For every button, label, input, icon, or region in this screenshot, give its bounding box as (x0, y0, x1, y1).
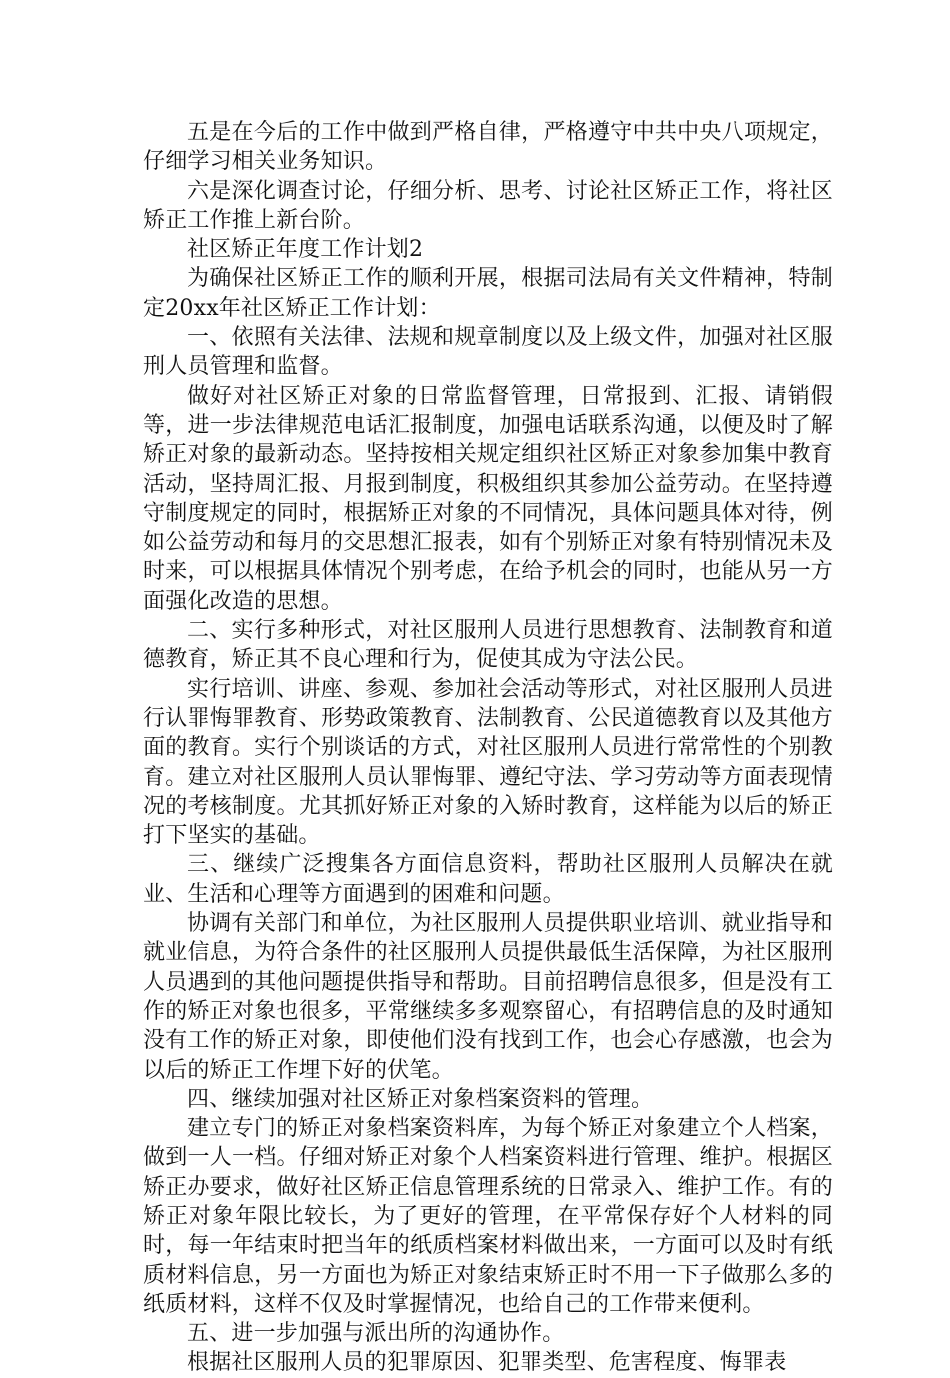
document-page (143, 118, 833, 1378)
section-title: 社区矫正年度工作计划2 (187, 237, 424, 263)
heading-item-2: 二、实行多种形式，对社区服刑人员进行思想教育、法制教育和道德教育，矫正其不良心理和行为，促使其成为守法公民。 (143, 618, 833, 673)
heading-item-1: 一、依照有关法律、法规和规章制度以及上级文件，加强对社区服刑人员管理和监督。 (143, 325, 833, 380)
heading-item-4: 四、继续加强对社区矫正对象档案资料的管理。 (187, 1086, 654, 1112)
paragraph: 协调有关部门和单位，为社区服刑人员提供职业培训、就业指导和就业信息，为符合条件的社区服刑人员提供最低生活保障，为社区服刑人员遇到的其他问题提供指导和帮助。目前招聘信息很多，但是没有工作的矫正对象也很多，平常继续多多观察留心，有招聘信息的及时通知没有工作的矫正对象，即使他们没有找到工作，也会心存感激，也会为以后的矫正工作埋下好的伏笔。 (143, 911, 833, 1083)
paragraph: 五是在今后的工作中做到严格自律，严格遵守中共中央八项规定，仔细学习相关业务知识。 (143, 120, 833, 175)
heading-item-3: 三、继续广泛搜集各方面信息资料，帮助社区服刑人员解决在就业、生活和心理等方面遇到的困难和问题。 (143, 852, 833, 907)
paragraph: 建立专门的矫正对象档案资料库，为每个矫正对象建立个人档案，做到一人一档。仔细对矫正对象个人档案资料进行管理、维护。根据区矫正办要求，做好社区矫正信息管理系统的日常录入、维护工作。有的矫正对象年限比较长，为了更好的管理，在平常保存好个人材料的同时，每一年结束时把当年的纸质档案材料做出来，一方面可以及时有纸质材料信息，另一方面也为矫正对象结束矫正时不用一下子做那么多的纸质材料，这样不仅及时掌握情况，也给自己的工作带来便利。 (143, 1116, 833, 1317)
paragraph: 为确保社区矫正工作的顺利开展，根据司法局有关文件精神，特制定20xx年社区矫正工作计划： (143, 266, 833, 321)
paragraph: 根据社区服刑人员的犯罪原因、犯罪类型、危害程度、悔罪表 (187, 1350, 787, 1376)
paragraph: 六是深化调查讨论，仔细分析、思考、讨论社区矫正工作，将社区矫正工作推上新台阶。 (143, 178, 833, 233)
paragraph: 做好对社区矫正对象的日常监督管理，日常报到、汇报、请销假等，进一步法律规范电话汇报制度，加强电话联系沟通，以便及时了解矫正对象的最新动态。坚持按相关规定组织社区矫正对象参加集中教育活动，坚持周汇报、月报到制度，积极组织其参加公益劳动。在坚持遵守制度规定的同时，根据矫正对象的不同情况，具体问题具体对待，例如公益劳动和每月的交思想汇报表，如有个别矫正对象有特别情况未及时来，可以根据具体情况个别考虑，在给予机会的同时，也能从另一方面强化改造的思想。 (143, 383, 833, 614)
heading-item-5: 五、进一步加强与派出所的沟通协作。 (187, 1321, 565, 1347)
paragraph: 实行培训、讲座、参观、参加社会活动等形式，对社区服刑人员进行认罪悔罪教育、形势政策教育、法制教育、公民道德教育以及其他方面的教育。实行个别谈话的方式，对社区服刑人员进行常常性的个别教育。建立对社区服刑人员认罪悔罪、遵纪守法、学习劳动等方面表现情况的考核制度。尤其抓好矫正对象的入矫时教育，这样能为以后的矫正打下坚实的基础。 (143, 676, 833, 849)
